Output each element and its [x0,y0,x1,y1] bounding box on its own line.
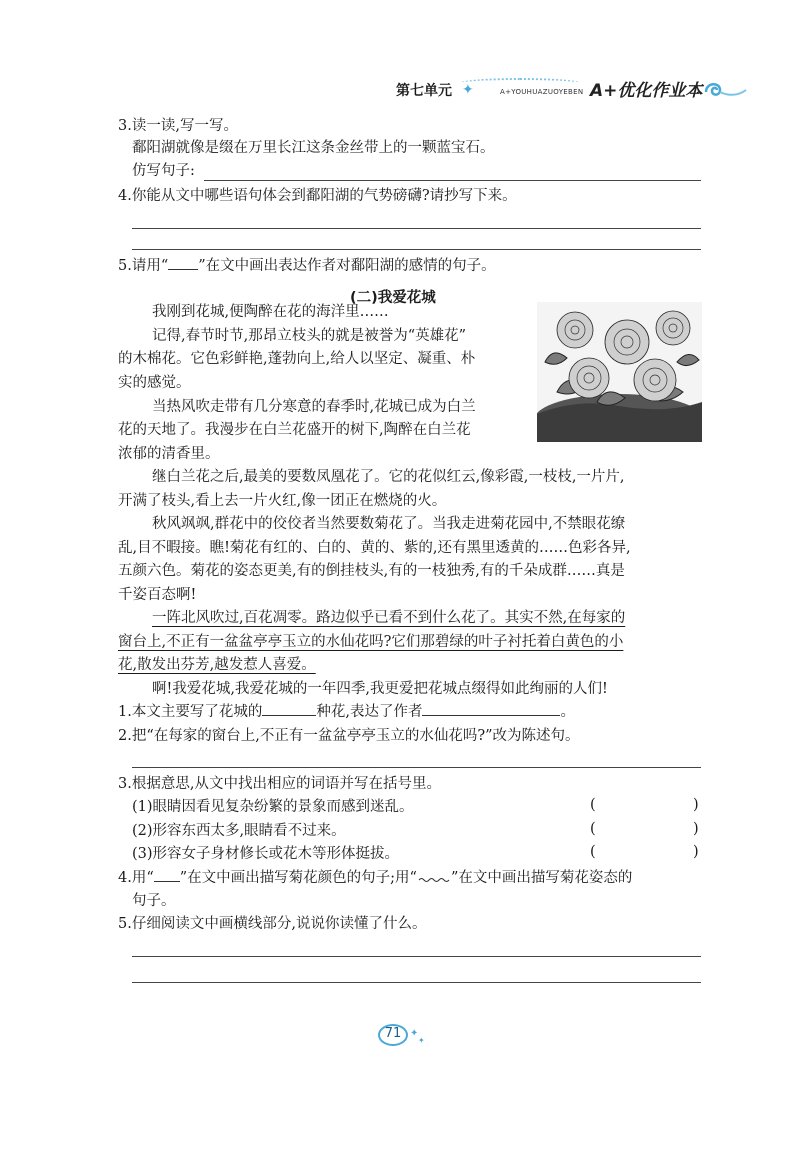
answer-blank[interactable] [262,702,316,716]
question-2: 2.把“在每家的窗台上,不正有一盆盆亭亭玉立的水仙花吗?”改为陈述句。 [118,728,580,744]
passage-paragraph: 我刚到花城,便陶醉在花的海洋里…… [152,304,389,320]
star-icon: ✦ [418,1036,425,1045]
answer-line[interactable] [132,956,701,957]
dotted-arc [460,78,580,88]
passage-paragraph: 千姿百态啊! [118,587,197,603]
answer-paren-open[interactable]: ( [590,821,596,837]
answer-line[interactable] [132,767,701,768]
passage-paragraph: 五颜六色。菊花的姿态更美,有的倒挂枝头,有的一枝独秀,有的千朵成群……真是 [118,563,625,579]
question-4: 4.你能从文中哪些语句体会到鄱阳湖的气势磅礴?请抄写下来。 [118,188,517,204]
underlined-paragraph: 花,散发出芬芳,越发惹人喜爱。 [118,657,316,673]
answer-paren-open[interactable]: ( [590,844,596,860]
question-4 [118,868,632,888]
answer-paren-close: ) [693,821,699,837]
passage-paragraph: 继白兰花之后,最美的要数凤凰花了。它的花似红云,像彩霞,一枝枝,一片片, [152,469,625,485]
answer-line[interactable] [204,180,701,181]
question-1-text-a: 1.本文主要写了花城的 [118,704,263,720]
passage-paragraph: 记得,春节时节,那昂立枝头的就是被誉为“英雄花” [152,328,467,344]
answer-paren-close: ) [693,797,699,813]
passage-paragraph: 的木棉花。它色彩鲜艳,蓬勃向上,给人以坚定、凝重、朴 [118,351,476,367]
star-icon: ✦ [410,1028,419,1039]
question-1-text-c: 。 [560,704,575,720]
answer-line[interactable] [132,228,701,229]
question-3: 3.根据意思,从文中找出相应的词语并写在括号里。 [118,776,441,792]
wavy-underline-icon [417,868,451,882]
passage-paragraph: 当热风吹走带有几分寒意的春季时,花城已成为白兰 [152,399,476,415]
page-number-badge [374,1022,434,1052]
passage-paragraph: 花的天地了。我漫步在白兰花盛开的树下,陶醉在白兰花 [118,422,471,438]
answer-line[interactable] [132,249,701,250]
imitate-label: 仿写句子: [132,163,195,179]
question-3-title: 3.读一读,写一写。 [118,118,238,134]
underline-symbol [154,868,180,882]
brand-title: A+优化作业本 [590,81,703,101]
passage-paragraph: 秋风飒飒,群花中的佼佼者当然要数菊花了。当我走进菊花园中,不禁眼花缭 [152,516,626,532]
question-3-item: (2)形容东西太多,眼睛看不过来。 [132,823,346,839]
question-5-text-b: ”在文中画出表达作者对鄱阳湖的感情的句子。 [198,258,496,274]
section-title: (二)我爱花城 [350,290,436,306]
underline-symbol [168,256,198,270]
example-sentence: 鄱阳湖就像是缀在万里长江这条金丝带上的一颗蓝宝石。 [132,140,495,156]
question-4-cont: 句子。 [132,893,176,909]
answer-paren-close: ) [693,844,699,860]
underlined-paragraph: 一阵北风吹过,百花凋零。路边似乎已看不到什么花了。其实不然,在每家的 [152,610,626,626]
passage-paragraph: 开满了枝头,看上去一片火红,像一团正在燃烧的火。 [118,493,447,509]
question-3-item: (3)形容女子身材修长或花木等形体挺拔。 [132,846,400,862]
passage-paragraph: 浓郁的清香里。 [118,446,220,462]
passage-paragraph: 乱,目不暇接。瞧!菊花有红的、白的、黄的、紫的,还有黑里透黄的……色彩各异, [118,540,631,556]
question-4-text-b: ”在文中画出描写菊花颜色的句子;用“ [179,870,417,886]
chrysanthemum-illustration [537,302,702,442]
question-4-text-a: 4.用“ [118,870,154,886]
question-1-text-b: 种花,表达了作者 [316,704,423,720]
unit-label: 第七单元 [396,83,452,99]
question-5: 5.仔细阅读文中画横线部分,说说你读懂了什么。 [118,916,427,932]
swirl-icon [698,78,748,102]
page-number: 71 [384,1026,402,1041]
page-header [380,74,760,108]
answer-paren-open[interactable]: ( [590,797,596,813]
question-5 [118,256,496,276]
star-icon: ✦ [462,82,474,98]
answer-line[interactable] [132,982,701,983]
underlined-paragraph: 窗台上,不正有一盆盆亭亭玉立的水仙花吗?它们那碧绿的叶子衬托着白黄色的小 [118,634,624,650]
question-3-item: (1)眼睛因看见复杂纷繁的景象而感到迷乱。 [132,799,414,815]
question-5-text-a: 5.请用“ [118,258,169,274]
brand-subtitle: A+YOUHUAZUOYEBEN [500,88,584,96]
passage-paragraph: 实的感觉。 [118,375,191,391]
passage-paragraph: 啊!我爱花城,我爱花城的一年四季,我更爱把花城点缀得如此绚丽的人们! [152,681,608,697]
question-1 [118,702,575,722]
question-4-text-c: ”在文中画出描写菊花姿态的 [450,870,633,886]
answer-blank[interactable] [422,702,560,716]
